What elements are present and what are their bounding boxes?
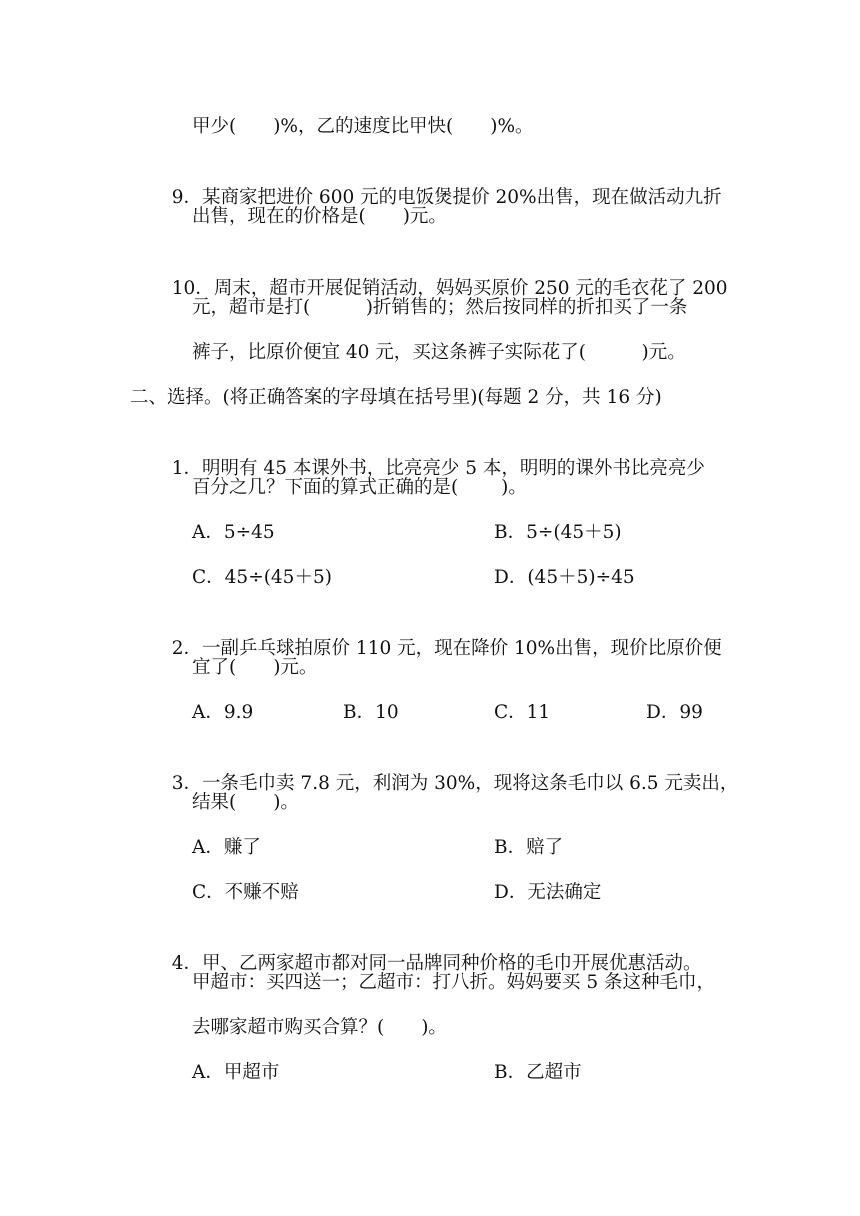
choice-2-number: 2． xyxy=(171,638,203,659)
choice-4-option-a: A．甲超市 xyxy=(192,1062,280,1083)
choice-2-option-c: C．11 xyxy=(494,702,551,723)
section-2-heading: 二、选择。(将正确答案的字母填在括号里)(每题 2 分，共 16 分) xyxy=(130,387,662,408)
choice-1-number: 1． xyxy=(171,458,203,479)
choice-3-number: 3． xyxy=(171,773,203,794)
choice-2-option-b: B．10 xyxy=(343,702,399,723)
choice-1-option-b: B．5÷(45＋5) xyxy=(494,522,622,543)
choice-3-option-b: B．赔了 xyxy=(494,837,564,858)
choice-4-text-1: 甲、乙两家超市都对同一品牌同种价格的毛巾开展优惠活动。 xyxy=(202,953,702,974)
question-9-number: 9． xyxy=(171,187,203,208)
choice-4-line-2: 甲超市：买四送一；乙超市：打八折。妈妈要买 5 条这种毛巾， xyxy=(192,972,716,993)
choice-3-option-a: A．赚了 xyxy=(192,837,261,858)
choice-3-text-1: 一条毛巾卖 7.8 元，利润为 30%，现将这条毛巾以 6.5 元卖出， xyxy=(202,773,739,794)
question-10-number: 10． xyxy=(171,278,214,299)
question-10-line-2: 元，超市是打( )折销售的；然后按同样的折扣买了一条 xyxy=(192,297,688,318)
choice-3-option-c: C．不赚不赔 xyxy=(192,882,299,903)
choice-1-option-a: A．5÷45 xyxy=(192,522,275,543)
choice-4-number: 4． xyxy=(171,953,203,974)
question-10-line-3: 裤子，比原价便宜 40 元，买这条裤子实际花了( )元。 xyxy=(192,342,686,363)
choice-1-option-c: C．45÷(45＋5) xyxy=(192,567,332,588)
choice-1-text-1: 明明有 45 本课外书，比亮亮少 5 本，明明的课外书比亮亮少 xyxy=(202,458,705,479)
choice-2-option-a: A．9.9 xyxy=(192,702,254,723)
choice-3-option-d: D．无法确定 xyxy=(494,882,602,903)
choice-4-option-b: B．乙超市 xyxy=(494,1062,582,1083)
choice-3-line-2: 结果( )。 xyxy=(192,792,299,813)
choice-1-line-2: 百分之几？下面的算式正确的是( )。 xyxy=(192,477,527,498)
prev-question-tail: 甲少( )%，乙的速度比甲快( )%。 xyxy=(192,116,534,137)
choice-2-option-d: D．99 xyxy=(646,702,703,723)
question-10-text-1: 周末，超市开展促销活动，妈妈买原价 250 元的毛衣花了 200 xyxy=(213,278,728,299)
question-9-line-2: 出售，现在的价格是( )元。 xyxy=(192,206,447,227)
question-9-text-1: 某商家把进价 600 元的电饭煲提价 20%出售，现在做活动九折 xyxy=(202,187,722,208)
choice-2-text-1: 一副乒乓球拍原价 110 元，现在降价 10%出售，现价比原价便 xyxy=(202,638,722,659)
choice-4-line-3: 去哪家超市购买合算？( )。 xyxy=(192,1017,447,1038)
choice-2-line-2: 宜了( )元。 xyxy=(192,657,318,678)
choice-1-option-d: D．(45＋5)÷45 xyxy=(494,567,635,588)
